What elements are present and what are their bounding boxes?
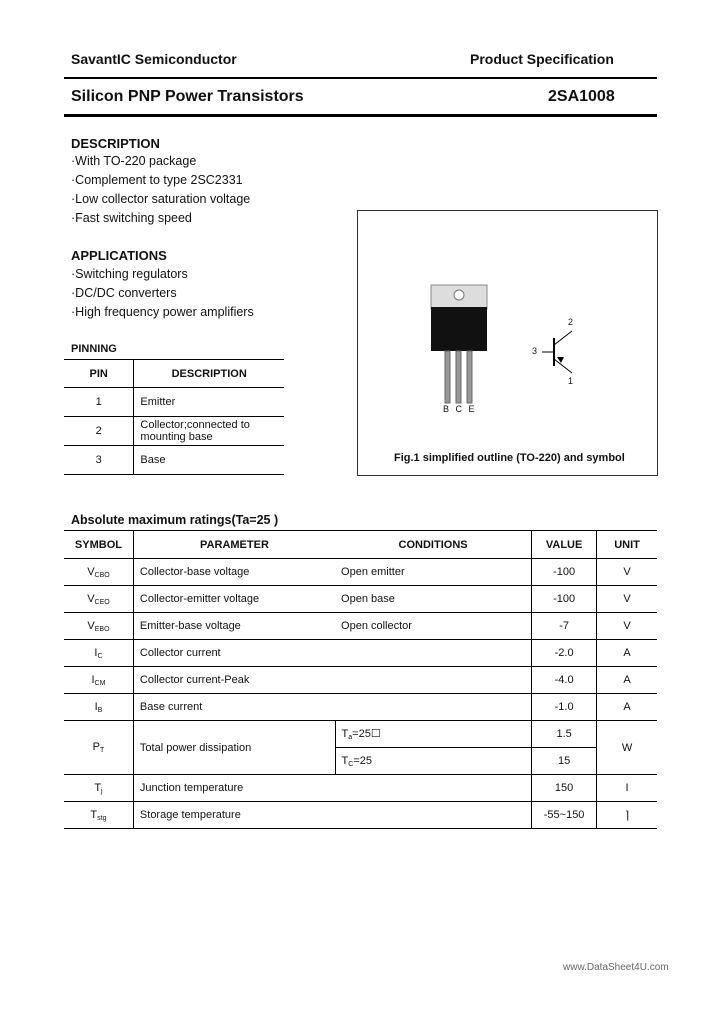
conditions-cell: Open base	[335, 586, 532, 613]
applications-heading: APPLICATIONS	[71, 248, 167, 263]
value-cell: -4.0	[532, 667, 597, 694]
parameter-cell: Collector-base voltage	[133, 559, 335, 586]
emitter-lead	[554, 359, 572, 373]
pin-number: 1	[64, 388, 134, 417]
description-column-header: DESCRIPTION	[134, 360, 284, 388]
symbol-cell: $V_{EBO}$	[64, 613, 133, 640]
mounting-hole	[454, 290, 464, 300]
table-row	[64, 446, 284, 475]
figure-caption: Fig.1 simplified outline (TO-220) and symbol	[394, 452, 625, 464]
value-cell: -1.0	[532, 694, 597, 721]
table-row	[64, 802, 657, 829]
symbol-cell: $V_{CBO}$	[64, 559, 133, 586]
symbol-cell: $P_T$	[64, 721, 133, 775]
ratings-heading: Absolute maximum ratings(Ta=25 )	[71, 513, 279, 527]
unit-cell: V	[597, 559, 657, 586]
conditions-cell: Open emitter	[335, 559, 532, 586]
symbol-cell: $T_{stg}$	[64, 802, 133, 829]
parameter-cell: Total power dissipation	[133, 721, 335, 775]
description-item: ·With TO-220 package	[71, 154, 197, 168]
value-cell: -2.0	[532, 640, 597, 667]
title-rule	[64, 114, 657, 117]
description-heading: DESCRIPTION	[71, 136, 160, 151]
symbol-column-header: SYMBOL	[64, 531, 133, 559]
unit-cell: I	[597, 775, 657, 802]
conditions-cell	[335, 694, 532, 721]
symbol-pin-3: 3	[532, 346, 538, 356]
unit-cell: A	[597, 640, 657, 667]
pin-c	[456, 351, 461, 403]
pin-description: Collector;connected to mounting base	[134, 417, 284, 446]
unit-cell: V	[597, 586, 657, 613]
symbol-cell: $I_C$	[64, 640, 133, 667]
parameter-cell: Junction temperature	[133, 775, 335, 802]
symbol-cell: $T_j$	[64, 775, 133, 802]
application-item: ·Switching regulators	[71, 267, 188, 281]
parameter-cell: Emitter-base voltage	[133, 613, 335, 640]
symbol-pin-1: 1	[568, 376, 574, 386]
collector-lead	[554, 331, 572, 345]
value-cell: -55~150	[532, 802, 597, 829]
pin-letters: B C E	[443, 404, 477, 414]
unit-cell: W	[597, 721, 657, 775]
symbol-cell: $V_{CEO}$	[64, 586, 133, 613]
table-row	[64, 559, 657, 586]
parameter-cell: Base current	[133, 694, 335, 721]
pin-column-header: PIN	[64, 360, 134, 388]
conditions-cell	[335, 667, 532, 694]
footer-watermark[interactable]: www.DataSheet4U.com	[563, 962, 669, 973]
parameter-cell: Collector current-Peak	[133, 667, 335, 694]
table-row	[64, 721, 657, 748]
to220-package-illustration	[358, 211, 657, 475]
conditions-cell: Open collector	[335, 613, 532, 640]
conditions-cell	[335, 802, 532, 829]
pin-e	[467, 351, 472, 403]
part-number: 2SA1008	[548, 88, 615, 105]
pin-number: 2	[64, 417, 134, 446]
header-rule	[64, 77, 657, 79]
conditions-cell: $T_C=25$	[335, 748, 532, 775]
value-cell: 1.5	[532, 721, 597, 748]
unit-cell: ⌉	[597, 802, 657, 829]
pin-b	[445, 351, 450, 403]
value-cell: -7	[532, 613, 597, 640]
conditions-cell	[335, 640, 532, 667]
pin-number: 3	[64, 446, 134, 475]
application-item: ·High frequency power amplifiers	[71, 305, 254, 319]
description-item: ·Low collector saturation voltage	[71, 192, 251, 206]
value-column-header: VALUE	[532, 531, 597, 559]
unit-cell: A	[597, 667, 657, 694]
applications-list	[71, 265, 254, 322]
pin-description: Base	[134, 446, 284, 475]
company-name: SavantIC Semiconductor	[71, 51, 237, 67]
conditions-cell	[335, 775, 532, 802]
ratings-table	[64, 530, 657, 829]
table-row	[64, 586, 657, 613]
table-row	[64, 417, 284, 446]
parameter-cell: Collector current	[133, 640, 335, 667]
unit-cell: V	[597, 613, 657, 640]
value-cell: -100	[532, 559, 597, 586]
value-cell: 150	[532, 775, 597, 802]
table-row	[64, 613, 657, 640]
table-row	[64, 388, 284, 417]
package-body	[431, 307, 487, 351]
figure-box	[357, 210, 658, 476]
value-cell: -100	[532, 586, 597, 613]
pinning-table	[64, 359, 284, 475]
value-cell: 15	[532, 748, 597, 775]
description-list	[71, 152, 250, 228]
parameter-cell: Collector-emitter voltage	[133, 586, 335, 613]
symbol-cell: $I_B$	[64, 694, 133, 721]
symbol-cell: $I_{CM}$	[64, 667, 133, 694]
description-item: ·Complement to type 2SC2331	[71, 173, 243, 187]
table-row	[64, 640, 657, 667]
parameter-cell: Storage temperature	[133, 802, 335, 829]
product-title: Silicon PNP Power Transistors	[71, 88, 304, 105]
doc-type: Product Specification	[470, 51, 614, 67]
application-item: ·DC/DC converters	[71, 286, 177, 300]
conditions-column-header: CONDITIONS	[335, 531, 532, 559]
table-row	[64, 775, 657, 802]
conditions-cell: $T_a=25☐$	[335, 721, 532, 748]
parameter-column-header: PARAMETER	[133, 531, 335, 559]
pin-description: Emitter	[134, 388, 284, 417]
description-item: ·Fast switching speed	[71, 211, 192, 225]
table-row	[64, 694, 657, 721]
unit-column-header: UNIT	[597, 531, 657, 559]
pinning-heading: PINNING	[71, 343, 117, 355]
unit-cell: A	[597, 694, 657, 721]
table-row	[64, 667, 657, 694]
symbol-pin-2: 2	[568, 317, 574, 327]
